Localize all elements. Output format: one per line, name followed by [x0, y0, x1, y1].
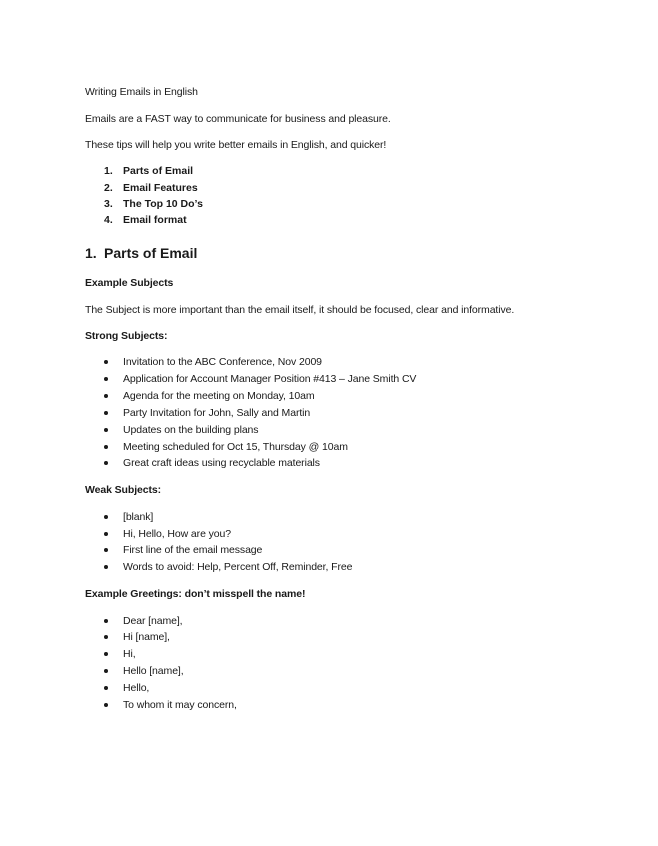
list-item-text: Hi, Hello, How are you?	[123, 528, 231, 540]
list-item-text: Invitation to the ABC Conference, Nov 2009	[123, 356, 322, 368]
section-heading	[85, 245, 197, 261]
weak-subjects-heading: Weak Subjects:	[85, 484, 162, 496]
list-item-text: Application for Account Manager Position #413 – Jane Smith CV	[123, 373, 417, 385]
subject-description: The Subject is more important than the email itself, it should be focused, clear and informative.	[85, 304, 515, 316]
section-title: Parts of Email	[104, 245, 198, 261]
list-item-text: Agenda for the meeting on Monday, 10am	[123, 390, 315, 402]
list-item-text: Great craft ideas using recyclable materials	[123, 457, 320, 469]
list-item-text: Hello,	[123, 682, 150, 694]
intro-paragraph: Emails are a FAST way to communicate for business and pleasure.	[85, 113, 391, 125]
bullet-icon	[104, 394, 108, 398]
list-item	[0, 647, 658, 661]
toc-number: 4.	[104, 214, 113, 226]
toc-label: The Top 10 Do’s	[123, 198, 203, 210]
list-item	[0, 664, 658, 678]
bullet-icon	[104, 360, 108, 364]
list-item	[0, 527, 658, 541]
section-number: 1.	[85, 245, 97, 261]
list-item	[0, 630, 658, 644]
bullet-icon	[104, 619, 108, 623]
list-item	[0, 406, 658, 420]
toc-number: 1.	[104, 165, 113, 177]
list-item-text: Hi [name],	[123, 631, 170, 643]
list-item	[0, 543, 658, 557]
bullet-icon	[104, 635, 108, 639]
toc-label: Parts of Email	[123, 165, 194, 177]
bullet-icon	[104, 428, 108, 432]
list-item	[0, 440, 658, 454]
bullet-icon	[104, 532, 108, 536]
greetings-heading: Example Greetings: don’t misspell the name!	[85, 588, 306, 600]
bullet-icon	[104, 652, 108, 656]
list-item	[0, 423, 658, 437]
list-item-text: Meeting scheduled for Oct 15, Thursday @ 10am	[123, 441, 348, 453]
list-item-text: Updates on the building plans	[123, 424, 259, 436]
toc-label: Email Features	[123, 182, 198, 194]
bullet-icon	[104, 686, 108, 690]
bullet-icon	[104, 515, 108, 519]
list-item	[0, 456, 658, 470]
list-item-text: Party Invitation for John, Sally and Martin	[123, 407, 311, 419]
bullet-icon	[104, 565, 108, 569]
bullet-icon	[104, 548, 108, 552]
bullet-icon	[104, 377, 108, 381]
list-item	[0, 681, 658, 695]
list-item-text: Hello [name],	[123, 665, 184, 677]
list-item	[0, 560, 658, 574]
example-subjects-heading: Example Subjects	[85, 277, 174, 289]
list-item-text: To whom it may concern,	[123, 699, 237, 711]
list-item	[0, 510, 658, 524]
list-item-text: Words to avoid: Help, Percent Off, Reminder, Free	[123, 561, 353, 573]
list-item-text: [blank]	[123, 511, 154, 523]
tips-paragraph: These tips will help you write better emails in English, and quicker!	[85, 139, 387, 151]
bullet-icon	[104, 461, 108, 465]
list-item	[0, 355, 658, 369]
list-item	[0, 614, 658, 628]
document-title: Writing Emails in English	[85, 86, 198, 98]
list-item-text: Dear [name],	[123, 615, 183, 627]
bullet-icon	[104, 703, 108, 707]
bullet-icon	[104, 669, 108, 673]
list-item	[0, 372, 658, 386]
strong-subjects-heading: Strong Subjects:	[85, 330, 168, 342]
list-item-text: First line of the email message	[123, 544, 263, 556]
toc-number: 2.	[104, 182, 113, 194]
toc-number: 3.	[104, 198, 113, 210]
list-item	[0, 698, 658, 712]
toc-label: Email format	[123, 214, 187, 226]
list-item	[0, 389, 658, 403]
list-item-text: Hi,	[123, 648, 136, 660]
bullet-icon	[104, 411, 108, 415]
bullet-icon	[104, 445, 108, 449]
